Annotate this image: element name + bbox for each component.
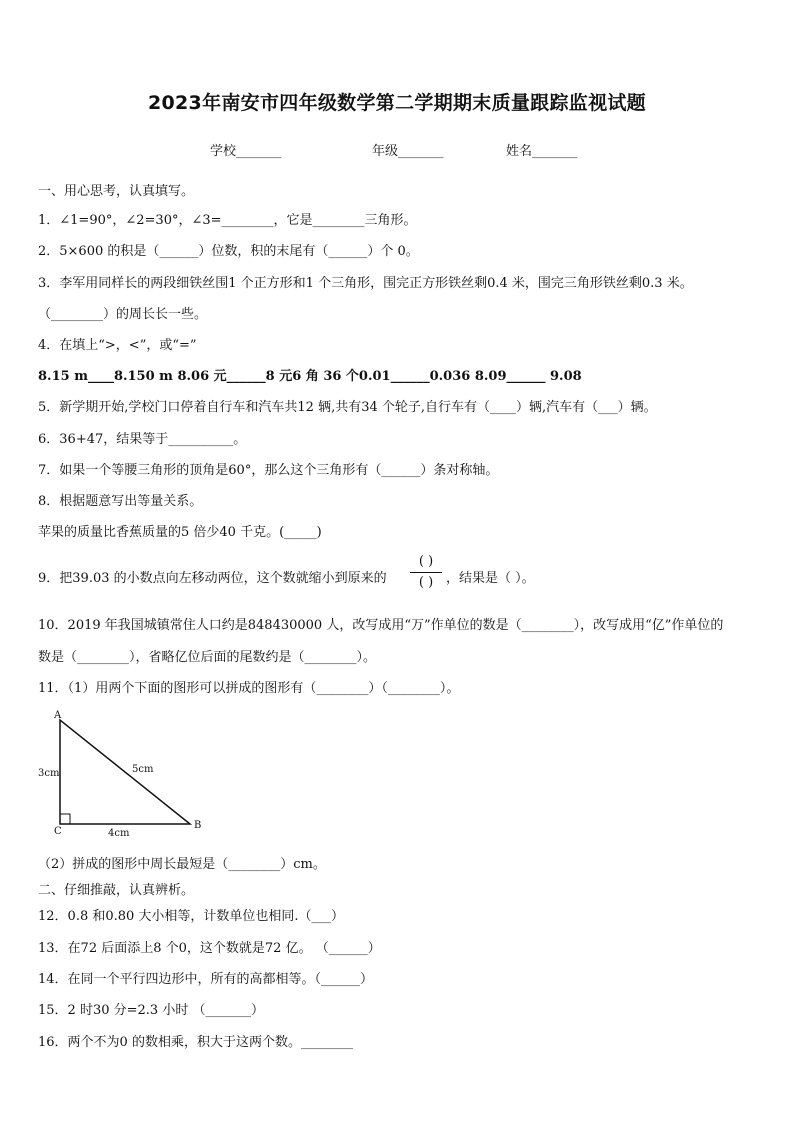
question-9-text: 9．把39.03 的小数点向左移动两位，这个数就缩小到原来的 — [38, 571, 387, 586]
question-9-fraction — [410, 553, 442, 592]
question-5: 5．新学期开始,学校门口停着自行车和汽车共12 辆,共有34 个轮子,自行车有（____）辆,汽车有（___）辆。 — [38, 400, 657, 415]
side-ac-label: 3cm — [38, 768, 60, 779]
fraction-bar — [410, 572, 442, 573]
section-2-heading: 二、仔细推敲，认真辨析。 — [38, 883, 195, 898]
question-10-continued: 数是（________），省略亿位后面的尾数约是（________）。 — [38, 650, 377, 665]
side-cb-label: 4cm — [108, 828, 130, 839]
question-14: 14．在同一个平行四边形中，所有的高都相等。（______） — [38, 972, 374, 987]
question-3-continued: （________）的周长长一些。 — [38, 307, 208, 322]
page-title: 2023年南安市四年级数学第二学期期末质量跟踪监视试题 — [148, 92, 646, 114]
side-ab-label: 5cm — [132, 764, 154, 775]
question-1: 1．∠1=90°，∠2=30°，∠3=________，它是________三角形。 — [38, 213, 417, 228]
vertex-a-label: A — [54, 710, 62, 721]
question-3: 3．李军用同样长的两段细铁丝围1 个正方形和1 个三角形，围完正方形铁丝剩0.4 米，围完三角形铁丝剩0.3 米。 — [38, 276, 693, 291]
fraction-denominator: ( ) — [418, 575, 434, 590]
question-13: 13．在72 后面添上8 个0，这个数就是72 亿。 （______） — [38, 941, 381, 956]
vertex-c-label: C — [54, 826, 62, 837]
triangle-shape — [60, 720, 190, 824]
question-8: 8．根据题意写出等量关系。 — [38, 494, 203, 509]
school-field: 学校_______ — [210, 144, 282, 159]
question-7: 7．如果一个等腰三角形的顶角是60°，那么这个三角形有（______）条对称轴。 — [38, 463, 499, 478]
question-11: 11．（1）用两个下面的图形可以拼成的图形有（________）（________）。 — [38, 681, 460, 696]
question-9-result: ，结果是（ ）。 — [446, 571, 535, 586]
question-2: 2．5×600 的积是（______）位数，积的末尾有（______）个 0。 — [38, 244, 419, 259]
question-15: 15．2 时30 分=2.3 小时 （_______） — [38, 1003, 264, 1018]
question-4-comparisons: 8.15 m____8.150 m 8.06 元______8 元6 角 36 个0.01______0.036 8.09______ 9.08 — [38, 369, 582, 384]
vertex-b-label: B — [194, 820, 202, 831]
question-9 — [38, 567, 387, 586]
fraction-numerator: ( ) — [418, 554, 434, 569]
question-8-statement: 苹果的质量比香蕉质量的5 倍少40 千克。(_____) — [38, 525, 322, 540]
question-16: 16．两个不为0 的数相乘，积大于这两个数。________ — [38, 1035, 353, 1050]
question-4: 4．在填上“>，<”，或“=” — [38, 338, 197, 353]
name-field: 姓名_______ — [506, 144, 578, 159]
question-10: 10．2019 年我国城镇常住人口约是848430000 人，改写成用“万”作单位的数是（________），改写成用“亿”作单位的 — [38, 618, 724, 633]
question-11-part-2: （2）拼成的图形中周长最短是（________）cm。 — [38, 857, 326, 872]
right-angle-marker — [60, 814, 70, 824]
right-triangle-figure — [30, 706, 220, 841]
question-6: 6．36+47，结果等于__________。 — [38, 432, 247, 447]
grade-field: 年级_______ — [372, 144, 444, 159]
section-1-heading: 一、用心思考，认真填写。 — [38, 184, 195, 199]
question-12: 12．0.8 和0.80 大小相等，计数单位也相同.（___） — [38, 909, 345, 924]
